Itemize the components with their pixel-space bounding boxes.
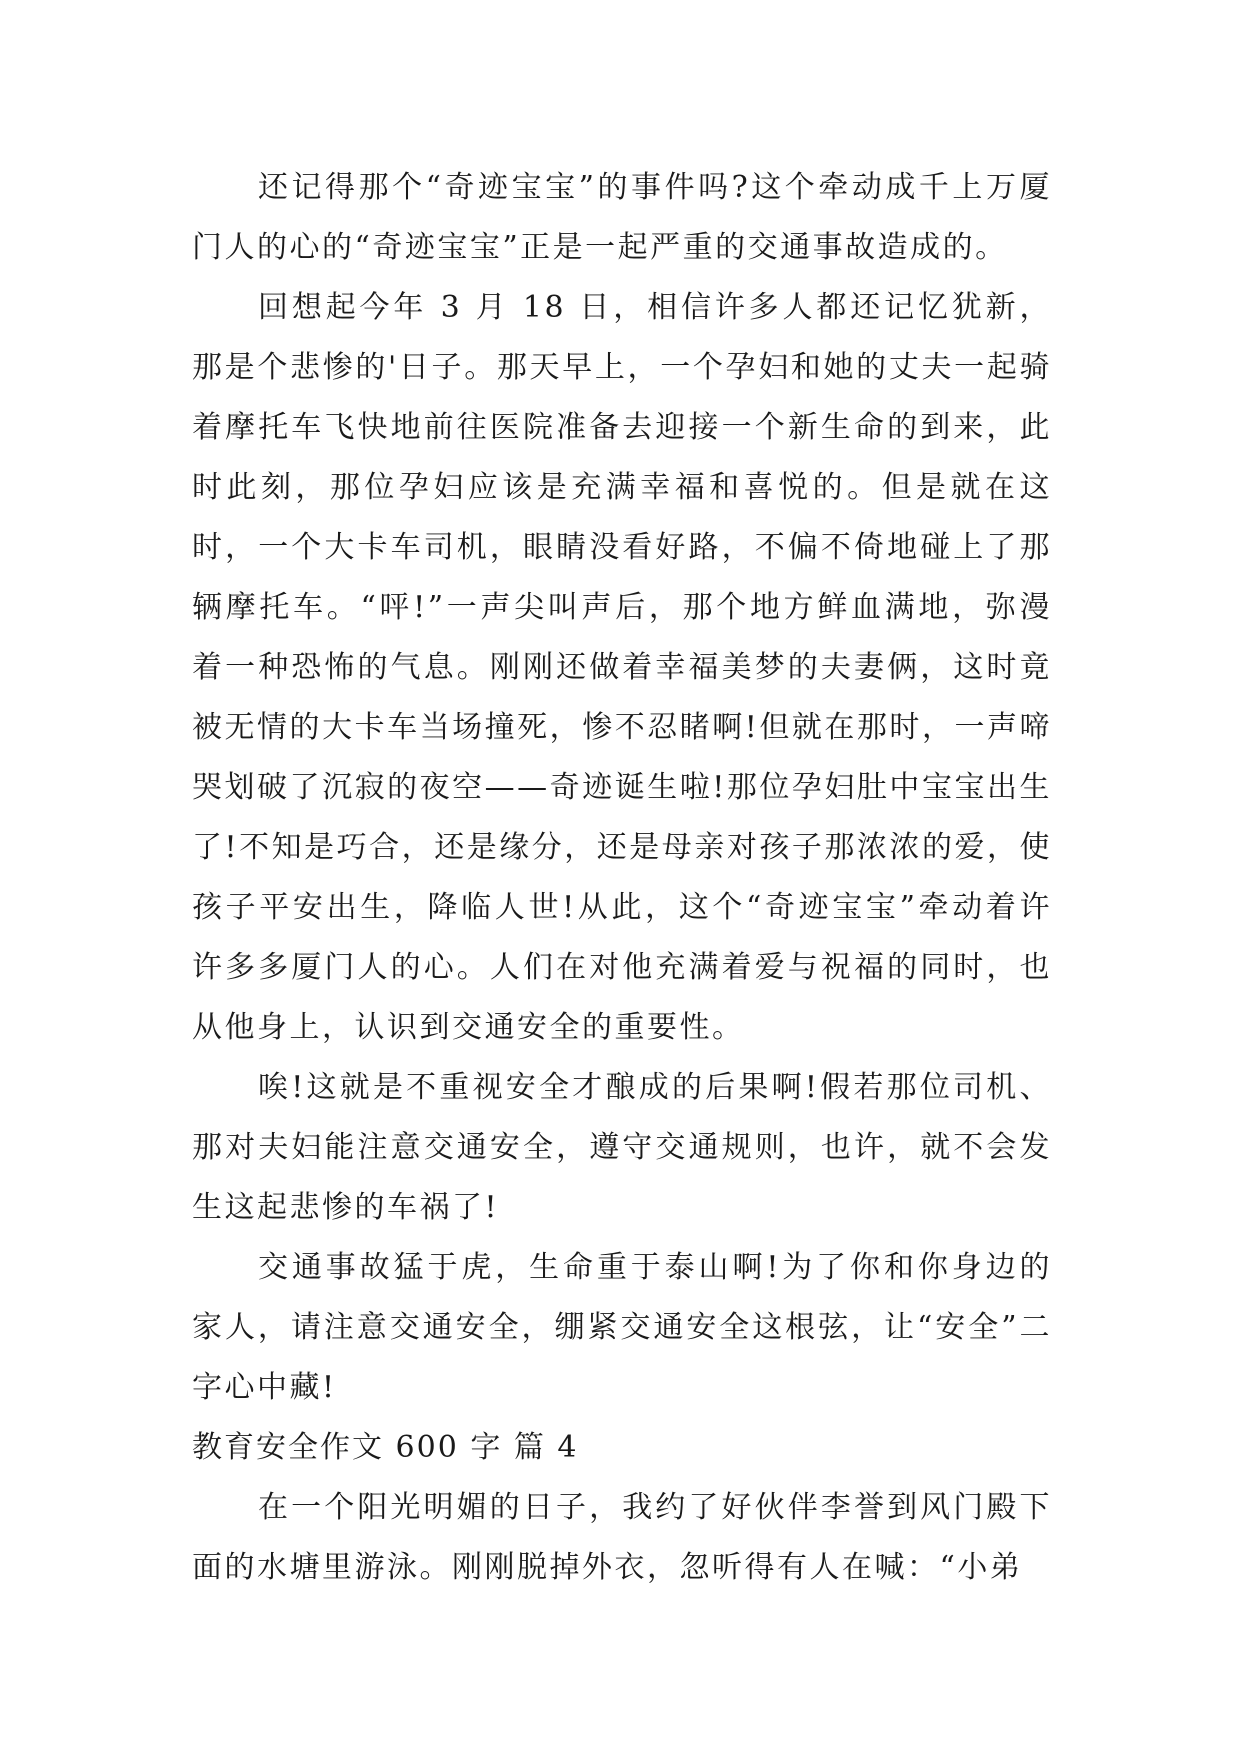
document-body <box>192 158 1052 1598</box>
paragraph-conclusion: 交通事故猛于虎，生命重于泰山啊!为了你和你身边的家人，请注意交通安全，绷紧交通安全这根弦，让“安全”二字心中藏! <box>192 1250 1052 1405</box>
section-heading: 教育安全作文 600 字 篇 4 <box>192 1430 579 1465</box>
paragraph-miracle-baby-intro: 还记得那个“奇迹宝宝”的事件吗?这个牵动成千上万厦门人的心的“奇迹宝宝”正是一起严重的交通事故造成的。 <box>192 170 1052 265</box>
paragraph-accident-story: 回想起今年 3 月 18 日，相信许多人都还记忆犹新，那是个悲惨的'日子。那天早上，一个孕妇和她的丈夫一起骑着摩托车飞快地前往医院准备去迎接一个新生命的到来，此时此刻，那位孕妇应该是充满幸福和喜悦的。但是就在这时，一个大卡车司机，眼睛没看好路，不偏不倚地碰上了那辆摩托车。“呯!”一声尖叫声后，那个地方鲜血满地，弥漫着一种恐怖的气息。刚刚还做着幸福美梦的夫妻俩，这时竟被无情的大卡车当场撞死，惨不忍睹啊!但就在那时，一声啼哭划破了沉寂的夜空——奇迹诞生啦!那位孕妇肚中宝宝出生了!不知是巧合，还是缘分，还是母亲对孩子那浓浓的爱，使孩子平安出生，降临人世!从此，这个“奇迹宝宝”牵动着许许多多厦门人的心。人们在对他充满着爱与祝福的同时，也从他身上，认识到交通安全的重要性。 <box>192 290 1052 1045</box>
paragraph-reflection: 唉!这就是不重视安全才酿成的后果啊!假若那位司机、那对夫妇能注意交通安全，遵守交通规则，也许，就不会发生这起悲惨的车祸了! <box>192 1070 1052 1225</box>
paragraph-swimming-story: 在一个阳光明媚的日子，我约了好伙伴李誉到风门殿下面的水塘里游泳。刚刚脱掉外衣，忽听得有人在喊：“小弟 <box>192 1490 1052 1585</box>
